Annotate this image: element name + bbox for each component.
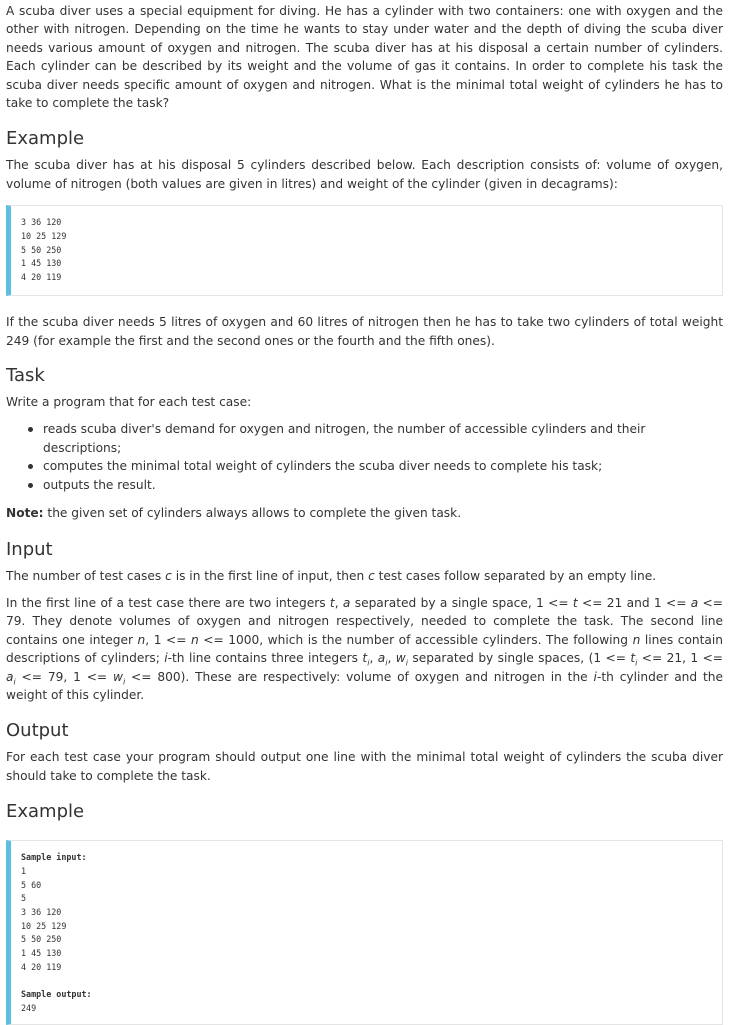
example-heading: Example — [6, 128, 85, 150]
code-line: 4 20 119 — [21, 961, 62, 972]
list-item: computes the minimal total weight of cylinders the scuba diver needs to complete his task; — [43, 457, 723, 475]
code-line: 5 50 250 — [21, 244, 62, 255]
code-line: 5 60 — [21, 879, 42, 890]
code-line: 5 — [21, 893, 27, 904]
task-intro: Write a program that for each test case: — [6, 395, 252, 410]
task-heading: Task — [6, 365, 45, 387]
code-line: 10 25 129 — [21, 920, 67, 931]
intro-paragraph: A scuba diver uses a special equipment for diving. He has a cylinder with two containers: one with oxygen and the other with nitrogen. Depending on the time he wants to stay under water and the depth of diving the scuba diver needs various amount of oxygen and nitrogen. The scuba diver has at his disposal a certain number of cylinders. Each cylinder can be described by its weight and the volume of gas it contains. In order to complete his task the scuba diver needs specific amount of oxygen and nitrogen. What is the minimal total weight of cylinders he has to take to complete the task? — [6, 4, 723, 111]
code-line: 1 45 130 — [21, 948, 62, 959]
example-explanation: If the scuba diver needs 5 litres of oxygen and 60 litres of nitrogen then he has to take two cylinders of total weight 249 (for example the first and the second ones or the fourth and the fifth ones). — [6, 315, 723, 348]
note-label: Note: — [6, 506, 44, 521]
task-note — [6, 504, 723, 522]
sample-heading: Example — [6, 801, 85, 823]
code-line: 3 36 120 — [21, 906, 62, 917]
note-text: the given set of cylinders always allows to complete the given task. — [43, 506, 462, 521]
code-line: 5 50 250 — [21, 934, 62, 945]
output-heading: Output — [6, 720, 69, 742]
task-list — [6, 420, 723, 494]
list-item: outputs the result. — [43, 476, 723, 494]
code-line: 10 25 129 — [21, 230, 67, 241]
input-paragraph-1: The number of test cases c is in the first line of input, then c test cases follow separated by an empty line. — [6, 568, 657, 583]
output-paragraph: For each test case your program should output one line with the minimal total weight of cylinders the scuba diver should take to complete the task. — [6, 750, 723, 783]
sample-code-block — [6, 840, 723, 1025]
code-line: 249 — [21, 1002, 37, 1013]
code-line: 1 45 130 — [21, 258, 62, 269]
sample-input-label: Sample input: — [21, 852, 87, 863]
input-paragraph-2: In the first line of a test case there are two integers t, a separated by a single space, 1 <= t <= 21 and 1 <= a <= 79. They denote volumes of oxygen and nitrogen respectively, needed to complete the task. The second line contains one integer n, 1 <= n <= 1000, which is the number of accessible cylinders. The following n lines contain descriptions of cylinders; i-th line contains three integers $t_i$, $a_i$, $w_i$ separated by single spaces, ($1 <= t_i <= 21$, $1 <= a_i <= 79$, $1 <= w_i <= 800$). These are respectively: volume of oxygen and nitrogen in the i-th cylinder and the weight of this cylinder. — [6, 595, 724, 702]
input-heading: Input — [6, 538, 53, 560]
sample-output-label: Sample output: — [21, 989, 92, 1000]
example-description: The scuba diver has at his disposal 5 cylinders described below. Each description consists of: volume of oxygen, volume of nitrogen (both values are given in litres) and weight of the cylinder (given in decagrams): — [6, 158, 723, 191]
code-line: 4 20 119 — [21, 272, 62, 283]
code-line: 1 — [21, 865, 27, 876]
code-line: 3 36 120 — [21, 217, 62, 228]
example-code-block — [6, 205, 723, 296]
list-item: reads scuba diver's demand for oxygen and nitrogen, the number of accessible cylinders and their descriptions; — [43, 420, 723, 457]
